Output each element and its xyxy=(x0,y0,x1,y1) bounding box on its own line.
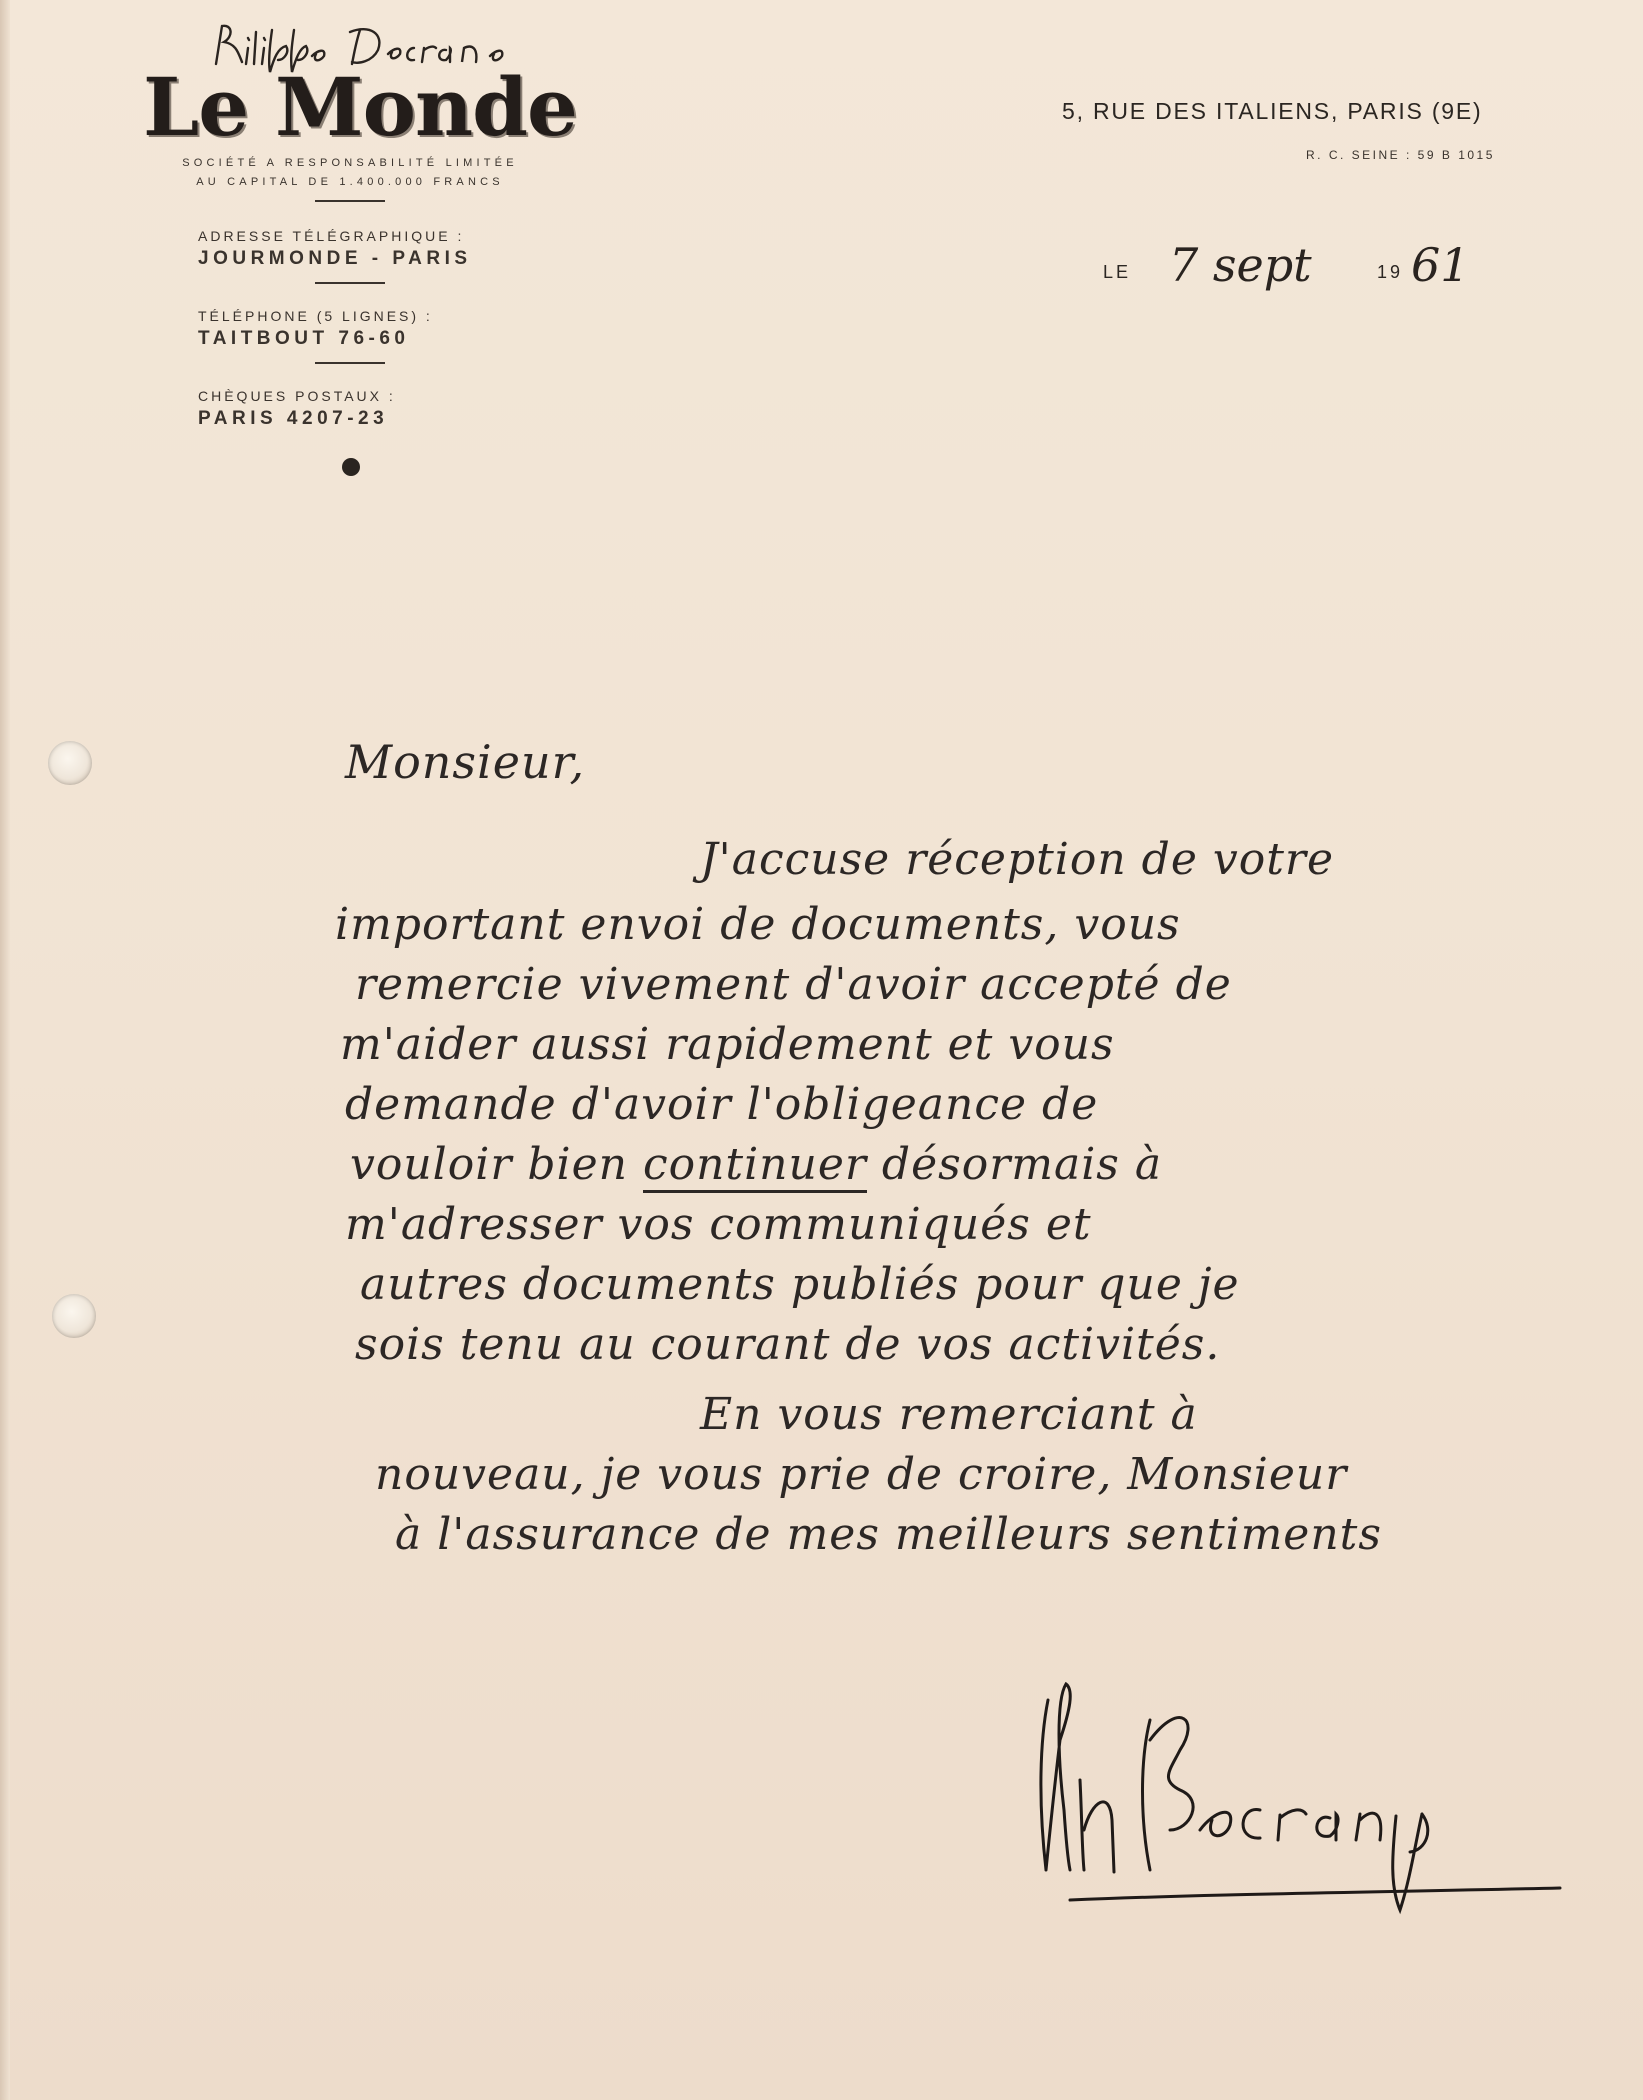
body-line: m'aider aussi rapidement et vous xyxy=(340,1019,1115,1070)
newspaper-masthead: Le Monde xyxy=(143,60,577,154)
body-line: m'adresser vos communiqués et xyxy=(345,1199,1092,1250)
telegraph-value: JOURMONDE - PARIS xyxy=(198,248,472,269)
divider xyxy=(315,200,385,202)
bullet-dot xyxy=(342,458,360,476)
body-line: autres documents publiés pour que je xyxy=(360,1259,1240,1310)
date-century: 19 xyxy=(1377,262,1404,282)
body-line: nouveau, je vous prie de croire, Monsieur xyxy=(375,1449,1348,1500)
company-description xyxy=(120,154,580,192)
body-text: désormais à xyxy=(866,1139,1163,1190)
phone-value: TAITBOUT 76-60 xyxy=(198,328,410,349)
divider xyxy=(315,362,385,364)
underlined-word: continuer xyxy=(643,1139,867,1193)
cheques-label: CHÈQUES POSTAUX : xyxy=(198,388,396,404)
punch-hole xyxy=(52,1294,96,1338)
cheques-value: PARIS 4207-23 xyxy=(198,408,389,429)
salutation: Monsieur, xyxy=(345,735,586,789)
date-prefix: LE xyxy=(1103,262,1132,282)
body-line: demande d'avoir l'obligeance de xyxy=(345,1079,1099,1130)
body-text: vouloir bien xyxy=(350,1139,643,1190)
divider xyxy=(315,282,385,284)
telegraph-block xyxy=(198,226,518,272)
telegraph-label: ADRESSE TÉLÉGRAPHIQUE : xyxy=(198,228,465,244)
signature xyxy=(1030,1680,1570,1940)
phone-label: TÉLÉPHONE (5 LIGNES) : xyxy=(198,308,433,324)
body-line: remercie vivement d'avoir accepté de xyxy=(355,959,1232,1010)
postal-address: 5, RUE DES ITALIENS, PARIS (9E) xyxy=(1062,98,1483,124)
body-line: à l'assurance de mes meilleurs sentiments xyxy=(395,1509,1382,1560)
date-year-handwritten: 61 xyxy=(1411,238,1470,292)
body-line: sois tenu au courant de vos activités. xyxy=(355,1319,1221,1370)
punch-hole xyxy=(48,741,92,785)
cheques-block xyxy=(198,386,518,432)
date-handwritten: 7 sept xyxy=(1169,238,1312,292)
company-line: AU CAPITAL DE 1.400.000 FRANCS xyxy=(196,176,504,188)
registry-number: R. C. SEINE : 59 B 1015 xyxy=(1306,148,1495,162)
date-line xyxy=(1103,238,1503,308)
company-line: SOCIÉTÉ A RESPONSABILITÉ LIMITÉE xyxy=(182,157,518,169)
body-line xyxy=(350,1135,1162,1195)
body-line: J'accuse réception de votre xyxy=(700,834,1334,885)
phone-block xyxy=(198,306,518,352)
body-line: important envoi de documents, vous xyxy=(335,899,1181,950)
body-line: En vous remerciant à xyxy=(700,1389,1198,1440)
paper-edge xyxy=(0,0,10,2100)
